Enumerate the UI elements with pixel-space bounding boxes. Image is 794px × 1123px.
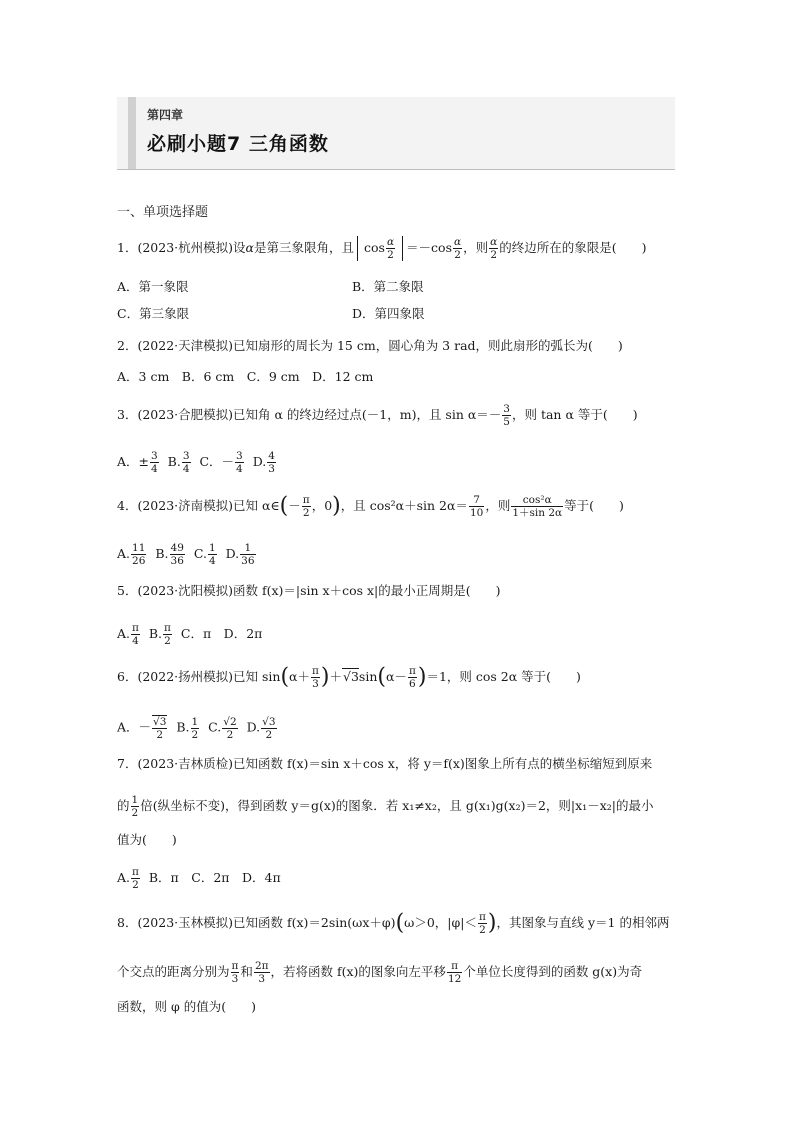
q5-options[interactable] (117, 622, 262, 647)
q3-stem-b: ，则 tan α 等于( ) (511, 407, 638, 422)
q6-alpha-minus: α－ (385, 669, 407, 684)
q8-line2-d: 个单位长度得到的函数 g(x)为奇 (463, 964, 643, 979)
q6-d-den: 2 (265, 728, 273, 741)
q5-a-den: 4 (132, 635, 139, 647)
q7-opt-bcd: B．π C．2π D．4π (148, 870, 281, 885)
q4-d-num: 1 (240, 542, 255, 555)
q3-c-den: 4 (236, 463, 243, 475)
q4-interval-minus: － (288, 498, 301, 513)
question-7-line-2 (117, 794, 653, 819)
q6-c-num: √2 (223, 715, 237, 728)
chapter-label: 第四章 (147, 108, 184, 122)
q8-line1-a: 8．(2023·玉林模拟)已知函数 f(x)＝2sin(ωx＋φ) (117, 915, 396, 930)
q1-frac3-den: 2 (490, 249, 497, 261)
q8-f2-num: 2π (254, 960, 269, 972)
q1-frac3-num: α (490, 236, 498, 248)
q1-frac2-num: α (454, 236, 462, 248)
q6-opt-a: A．－ (117, 719, 152, 735)
question-1: 1．(2023·杭州模拟)设α是第三象限角，且 cos $\frac{\alpha}{2}$ ＝－cos $\frac{\alpha}{2}$ ，则 $\frac{\alpha}{2}$ 的终边所在的象限是( ) (117, 236, 647, 261)
q3-opt-d: D. (252, 454, 267, 469)
q1-option-a[interactable]: A．第一象限 (117, 279, 189, 294)
q1-text-b: 是第三象限角，且 (253, 240, 354, 255)
q3-c-num: 3 (236, 450, 243, 462)
page-title: 必刷小题7 三角函数 (147, 133, 329, 155)
q6-f2-num: π (408, 665, 416, 677)
q7-line2-a: 的 (117, 798, 130, 813)
q4-stem-a: 4．(2023·济南模拟)已知 α∈ (117, 498, 280, 513)
q1-text-c: ，则 (463, 240, 489, 255)
q6-options[interactable] (117, 715, 278, 741)
q4-c-den: 4 (208, 555, 216, 567)
q1-source: (2023·杭州模拟) (137, 240, 234, 255)
q4-b-num: 49 (170, 542, 184, 554)
q8-line2-c: ，若将函数 f(x)的图象向左平移 (270, 964, 446, 979)
q4-interval-den: 2 (302, 507, 310, 519)
q4-stem-b: ，且 cos²α＋sin 2α＝ (340, 498, 468, 513)
q1-text-a: 设 (233, 240, 246, 255)
q6-b-den: 2 (191, 728, 199, 741)
q2-options[interactable]: A．3 cm B．6 cm C．9 cm D．12 cm (117, 369, 374, 384)
q6-sin: sin (358, 669, 378, 684)
q8-condition: ω＞0，|φ|＜ (404, 915, 477, 930)
q8-f3-den: 12 (447, 973, 462, 985)
q3-a-num: 3 (151, 450, 158, 462)
q1-number: 1 (117, 240, 125, 255)
q6-opt-d: D. (246, 719, 261, 735)
q8-cond-num: π (478, 911, 486, 923)
q4-a-num: 11 (132, 542, 146, 554)
q7-options[interactable] (117, 866, 281, 891)
q1-text-d: 的终边所在的象限是( ) (499, 240, 647, 255)
q8-line2-b: 和 (240, 964, 253, 979)
q1-frac-den: 2 (387, 249, 394, 261)
q3-stem-a: 3．(2023·合肥模拟)已知角 α 的终边经过点(－1，m)，且 sin α＝－ (117, 407, 502, 422)
q6-b-num: 1 (191, 715, 199, 728)
q4-ratio-num: cos²α (511, 494, 563, 507)
q6-f2-den: 6 (409, 678, 416, 690)
q4-d-den: 36 (241, 555, 255, 567)
question-8-line-1: 8．(2023·玉林模拟)已知函数 f(x)＝2sin(ωx＋φ)(ω＞0，|φ|＜ $\frac{\pi}{2}$ )，其图象与直线 y＝1 的相邻两 (117, 910, 670, 936)
question-7-line-3: 值为( ) (117, 832, 177, 847)
q6-plus: ＋ (329, 669, 342, 684)
q8-cond-den: 2 (479, 924, 486, 936)
q1-option-d[interactable]: D．第四象限 (352, 306, 425, 321)
q5-opt-a: A. (117, 626, 131, 641)
q6-f1-den: 3 (312, 678, 319, 690)
q7-frac-den: 2 (131, 807, 139, 819)
question-6: 6．(2022·扬州模拟)已知 sin(α＋ $\frac{\pi}{3}$ )＋√3sin(α－ $\frac{\pi}{6}$ )＝1，则 cos 2α 等于( ) (117, 664, 581, 690)
question-2: 2．(2022·天津模拟)已知扇形的周长为 15 cm，圆心角为 3 rad，则此扇形的弧长为( ) (117, 338, 623, 353)
q7-opt-a: A. (117, 870, 131, 885)
chapter-header (117, 97, 675, 170)
q6-f1-num: π (311, 665, 319, 677)
q6-a-num: √3 (153, 716, 167, 728)
q6-opt-c: C. (208, 719, 222, 735)
q4-opt-b: B. (155, 546, 169, 561)
q5-b-den: 2 (164, 635, 171, 647)
q4-frac-num: 7 (469, 494, 484, 507)
q6-stem-a: 6．(2022·扬州模拟)已知 sin (117, 669, 281, 684)
q8-f1-den: 3 (231, 973, 239, 985)
q3-frac-num: 3 (503, 403, 510, 415)
q3-frac-den: 5 (503, 416, 510, 428)
q1-abs (357, 236, 403, 261)
q1-frac-num: α (386, 236, 395, 248)
q6-a-den: 2 (156, 729, 164, 741)
q7-a-num: π (132, 866, 139, 878)
q3-opt-b: B. (167, 454, 181, 469)
q4-opt-d: D. (225, 546, 240, 561)
q3-options[interactable] (117, 450, 277, 475)
q6-alpha-plus: α＋ (289, 669, 310, 684)
question-8-line-3: 函数，则 φ 的值为( ) (117, 999, 256, 1014)
question-8-line-2 (117, 960, 642, 985)
q8-f2-den: 3 (258, 973, 266, 985)
q8-line2-a: 个交点的距离分别为 (117, 964, 230, 979)
question-3 (117, 403, 638, 428)
header-accent-bar (128, 97, 136, 169)
q4-options[interactable] (117, 542, 257, 567)
q7-frac-num: 1 (131, 794, 139, 806)
q6-c-den: 2 (226, 728, 234, 741)
q3-opt-c: C．－ (199, 454, 235, 469)
q1-option-c[interactable]: C．第三象限 (117, 306, 190, 321)
q3-b-num: 3 (182, 450, 190, 462)
q4-interval-end: ，0 (311, 498, 333, 513)
q3-a-den: 4 (151, 463, 158, 475)
q8-f1-num: π (231, 960, 239, 972)
q5-opt-b: B. (148, 626, 163, 641)
q4-c-num: 1 (208, 542, 216, 554)
q4-a-den: 26 (132, 555, 146, 567)
q6-d-num: √3 (262, 715, 276, 728)
q3-d-den: 3 (268, 463, 275, 475)
q4-ratio-den: 1＋sin 2α (512, 507, 563, 519)
question-7-line-1: 7．(2023·吉林质检)已知函数 f(x)＝sin x＋cos x，将 y＝f(x)图象上所有点的横坐标缩短到原来 (117, 756, 653, 771)
q7-a-den: 2 (132, 879, 139, 891)
q4-b-den: 36 (170, 555, 184, 567)
q4-opt-a: A. (117, 546, 131, 561)
q1-frac2-den: 2 (454, 249, 461, 261)
q4-stem-d: 等于( ) (564, 498, 624, 513)
q5-b-num: π (164, 622, 171, 634)
q4-frac-den: 10 (469, 507, 484, 519)
q6-stem-b: ＝1，则 cos 2α 等于( ) (426, 669, 581, 684)
q1-minus-cos: ＝－cos (406, 240, 452, 255)
q8-line1-b: ，其图象与直线 y＝1 的相邻两 (496, 915, 670, 930)
q3-d-num: 4 (268, 450, 275, 462)
q6-opt-b: B. (176, 719, 190, 735)
q5-a-num: π (132, 622, 139, 634)
q3-b-den: 4 (182, 463, 190, 475)
q4-interval-num: π (302, 494, 310, 506)
q3-opt-a: A．± (117, 454, 150, 469)
question-5: 5．(2023·沈阳模拟)函数 f(x)＝|sin x＋cos x|的最小正周期是( ) (117, 583, 501, 598)
q4-stem-c: ，则 (485, 498, 511, 513)
question-4: 4．(2023·济南模拟)已知 α∈(－ $\frac{\pi}{2}$ ，0)，且 cos²α＋sin 2α＝ $\frac{7}{10}$ ，则 $\frac{\text{cos²α}}{1+\sin 2\alpha}$ 等于( ) (117, 493, 624, 519)
q1-cos: cos (364, 240, 385, 255)
q6-sqrt3: √3 (343, 669, 359, 684)
q1-alpha: α (245, 240, 254, 255)
q5-opt-cd: C．π D．2π (180, 626, 263, 641)
q1-option-b[interactable]: B．第二象限 (352, 279, 424, 294)
section-heading: 一、单项选择题 (117, 205, 209, 220)
q8-f3-num: π (447, 960, 462, 973)
q4-opt-c: C. (193, 546, 207, 561)
q7-line2-b: 倍(纵坐标不变)，得到函数 y＝g(x)的图象．若 x₁≠x₂，且 g(x₁)g(x₂)＝2，则|x₁－x₂|的最小 (140, 798, 654, 813)
